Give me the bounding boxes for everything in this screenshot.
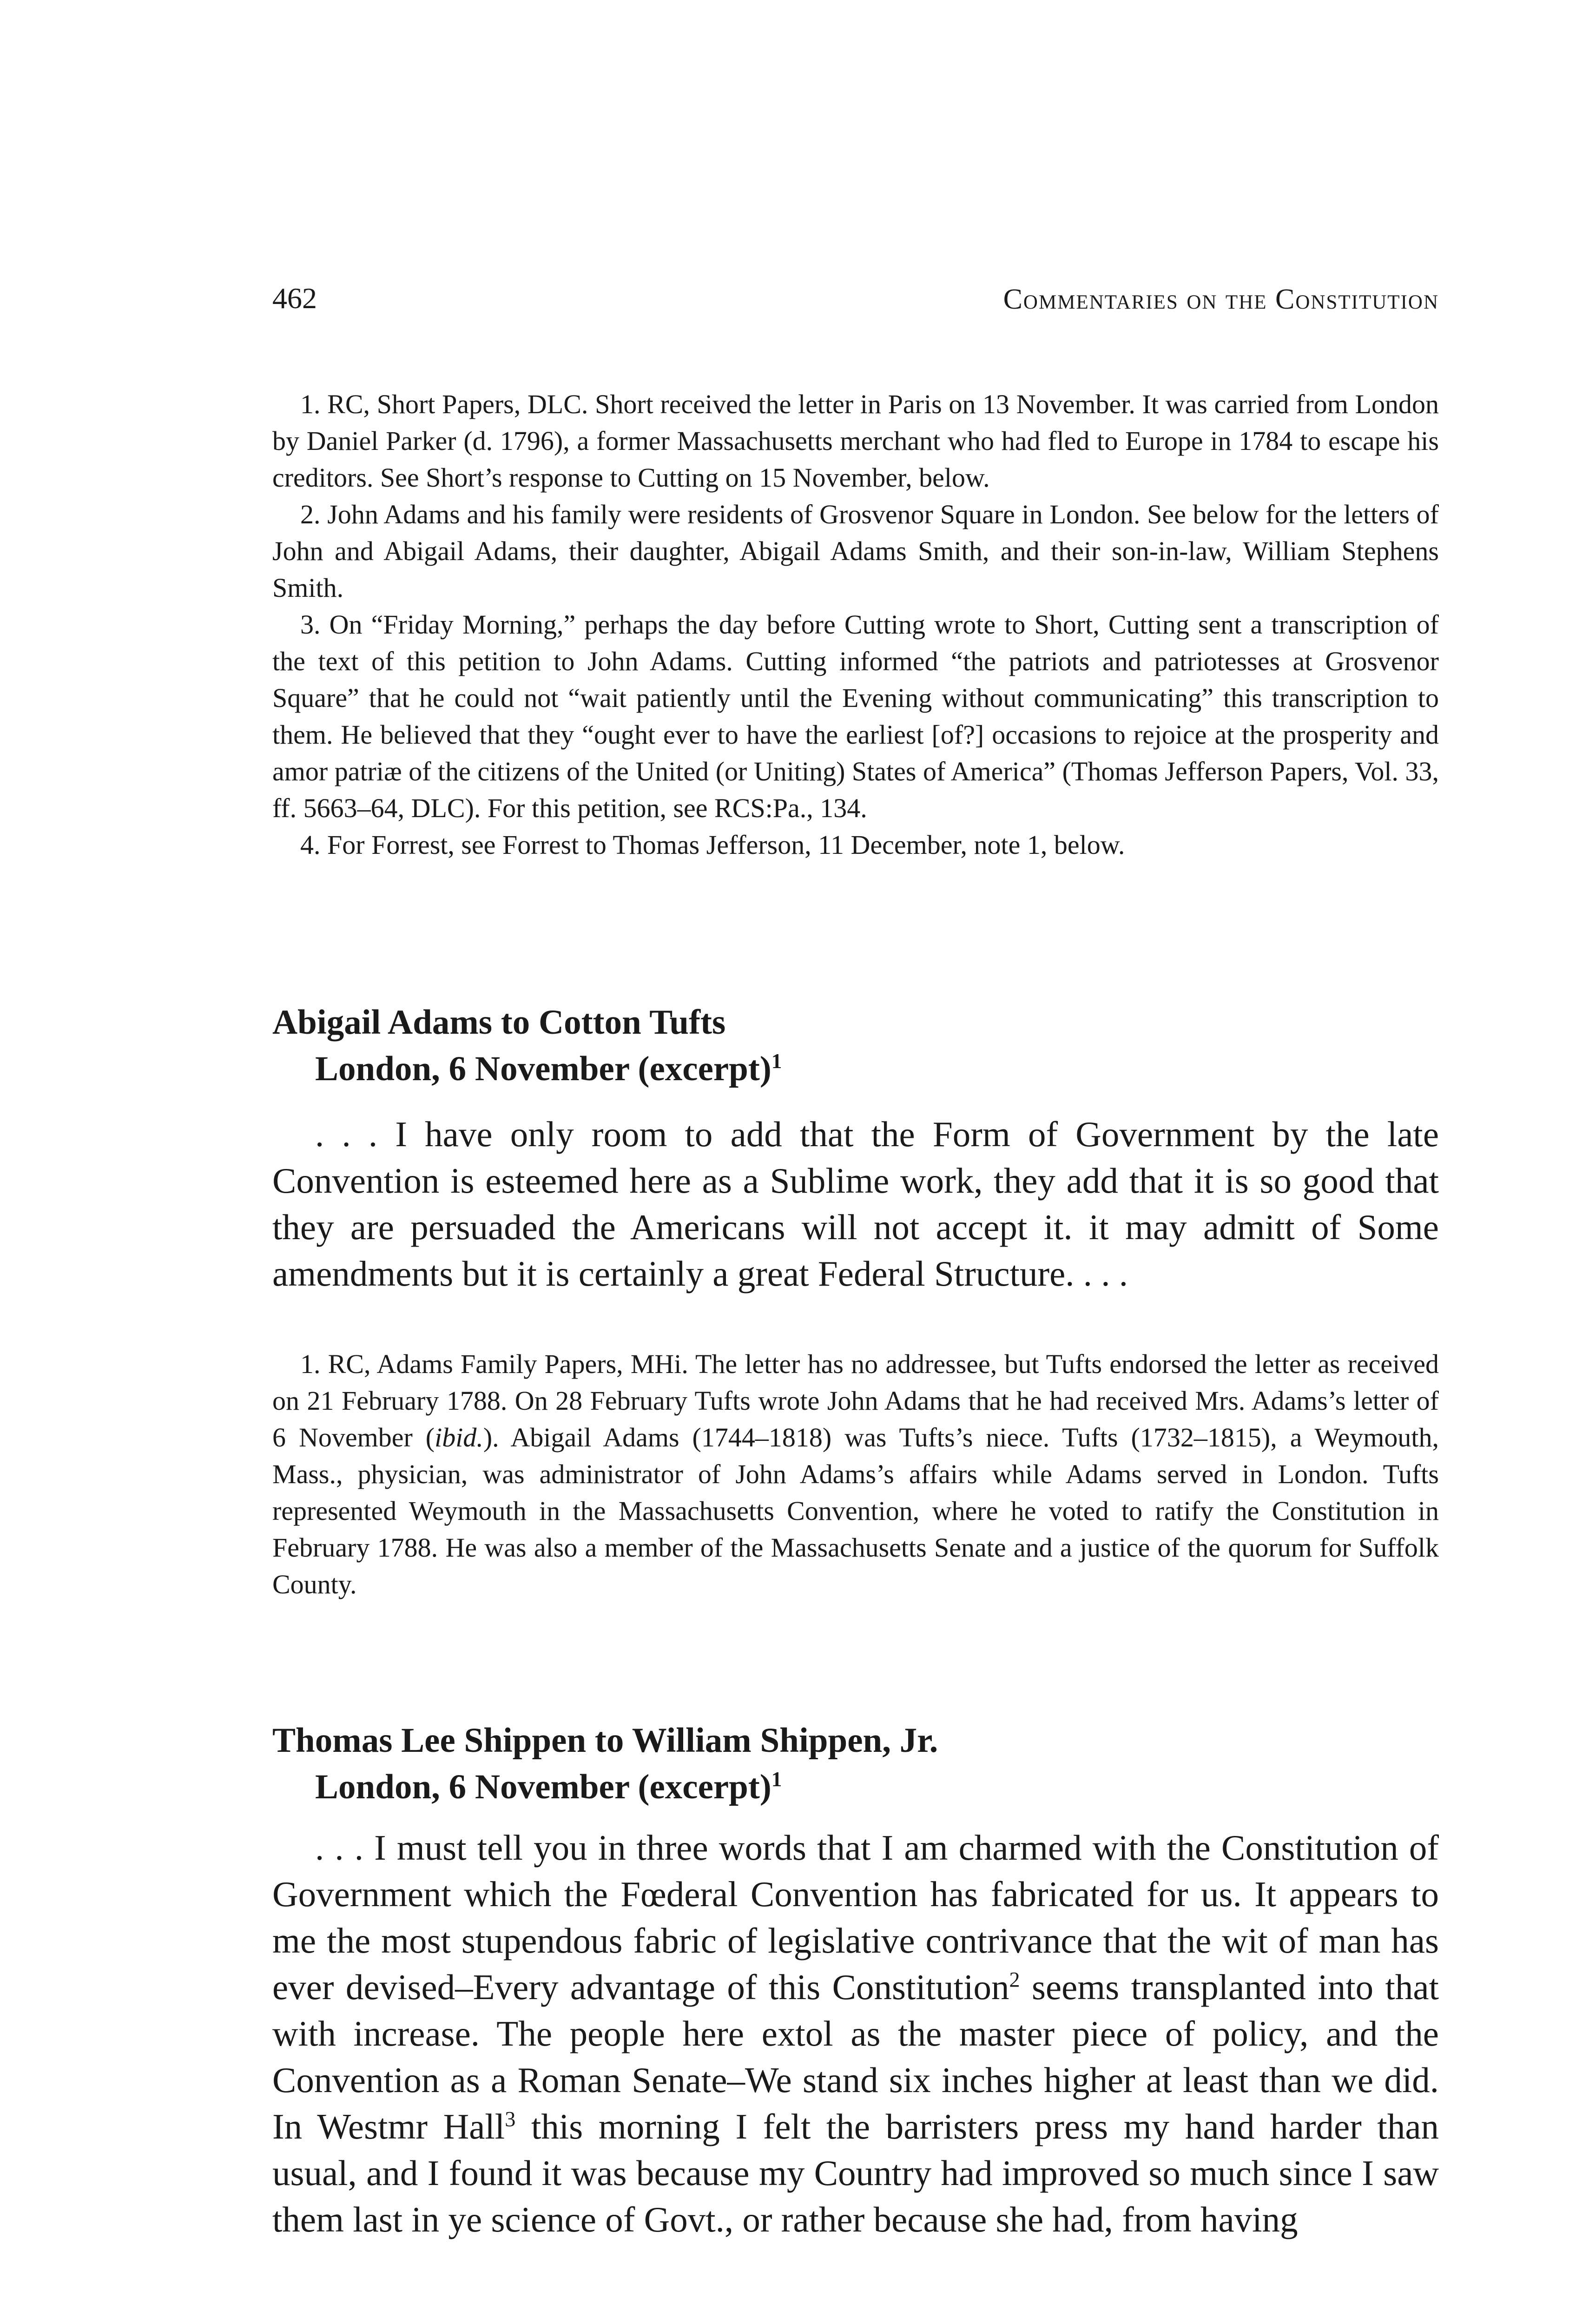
letter-1-excerpt: . . . I have only room to add that the Form of Government by the late Convention is esteemed here as a Sublime work, they add that it is so good that they are persuaded the Americans will not accept it. it may admitt of Some amendments but it is certainly a great Federal Structure. . . .	[272, 1114, 1439, 1294]
letter-1-dateline	[272, 1046, 1439, 1092]
letter-2-text-3: this morning I felt the barristers press my hand harder than usual, and I found it was because my Country had improved so much since I saw them last in ye science of Govt., or rather because she had, from having	[272, 2106, 1439, 2239]
letter-2-excerpt	[272, 1824, 1439, 2243]
letter-2-note-ref-3: 3	[505, 2107, 516, 2131]
endnote-3: 3. On “Friday Morning,” perhaps the day before Cutting wrote to Short, Cutting sent a transcription of the text of this petition to John Adams. Cutting informed “the patriots and patriotesses at Grosvenor Square” that he could not “wait patiently until the Evening without communicating” this transcription to them. He believed that they “ought ever to have the earliest [of?] occasions to rejoice at the prosperity and amor patriæ of the citizens of the United (or Uniting) States of America” (Thomas Jefferson Papers, Vol. 33, ff. 5663–64, DLC). For this petition, see RCS:Pa., 134.	[272, 609, 1439, 823]
letter-1-endnote-text-b: ). Abigail Adams (1744–1818) was Tufts’s niece. Tufts (1732–1815), a Weymouth, Mass., physician, was administrator of John Adams’s affairs while Adams served in London. Tufts represented Weymouth in the Massachusetts Convention, where he voted to ratify the Constitution in February 1788. He was also a member of the Massachusetts Senate and a justice of the quorum for Suffolk County.	[272, 1422, 1439, 1599]
page-number: 462	[272, 282, 317, 315]
letter-2-dateline	[272, 1764, 1439, 1810]
letter-2-text-1: . . . I must tell you in three words that I am charmed with the Constitution of Government which the Fœderal Convention has fabricated for us. It appears to me the most stupendous fabric of legislative contrivance that the wit of man has ever devised–Every advantage of this Constitution	[272, 1828, 1439, 2007]
letter-1-endnote-text-a: RC, Adams Family Papers, MHi. The letter has no addressee, but Tufts endorsed the letter as received on 21 February 1788. On 28 February Tufts wrote John Adams that he had received Mrs. Adams’s letter of 6 November (	[272, 1349, 1439, 1452]
letter-2-title: Thomas Lee Shippen to William Shippen, Jr.	[272, 1721, 938, 1760]
letter-1-heading	[272, 999, 1439, 1092]
letter-1-endnote-italic: ibid.	[435, 1422, 483, 1452]
endnotes-previous-document	[272, 386, 1439, 863]
running-title: Commentaries on the Constitution	[1003, 284, 1439, 315]
letter-1-dateline-note: 1	[771, 1050, 782, 1073]
letter-1-endnotes	[272, 1346, 1439, 1603]
letter-2-note-ref-2: 2	[1009, 1967, 1020, 1992]
letter-1-endnote-number: 1.	[300, 1349, 321, 1379]
endnote-4: 4. For Forrest, see Forrest to Thomas Jefferson, 11 December, note 1, below.	[300, 830, 1125, 860]
letter-2-dateline-note: 1	[771, 1768, 782, 1791]
endnote-1: 1. RC, Short Papers, DLC. Short received the letter in Paris on 13 November. It was carried from London by Daniel Parker (d. 1796), a former Massachusetts merchant who had fled to Europe in 1784 to escape his creditors. See Short’s response to Cutting on 15 November, below.	[272, 389, 1439, 493]
letter-2-dateline-text: London, 6 November (excerpt)	[315, 1768, 771, 1806]
endnote-2: 2. John Adams and his family were residents of Grosvenor Square in London. See below for the letters of John and Abigail Adams, their daughter, Abigail Adams Smith, and their son-in-law, William Stephens Smith.	[272, 499, 1439, 603]
letter-1-endnote-1	[272, 1346, 1439, 1603]
letter-2-text-2: seems transplanted into that with increase. The people here extol as the master piece of policy, and the Convention as a Roman Senate–We stand six inches higher at least than we did. In Westmr Hall	[272, 1967, 1439, 2146]
letter-2-heading	[272, 1717, 1439, 1810]
running-head	[272, 281, 1439, 323]
letter-1-dateline-text: London, 6 November (excerpt)	[315, 1050, 771, 1088]
letter-1-title: Abigail Adams to Cotton Tufts	[272, 1003, 726, 1042]
